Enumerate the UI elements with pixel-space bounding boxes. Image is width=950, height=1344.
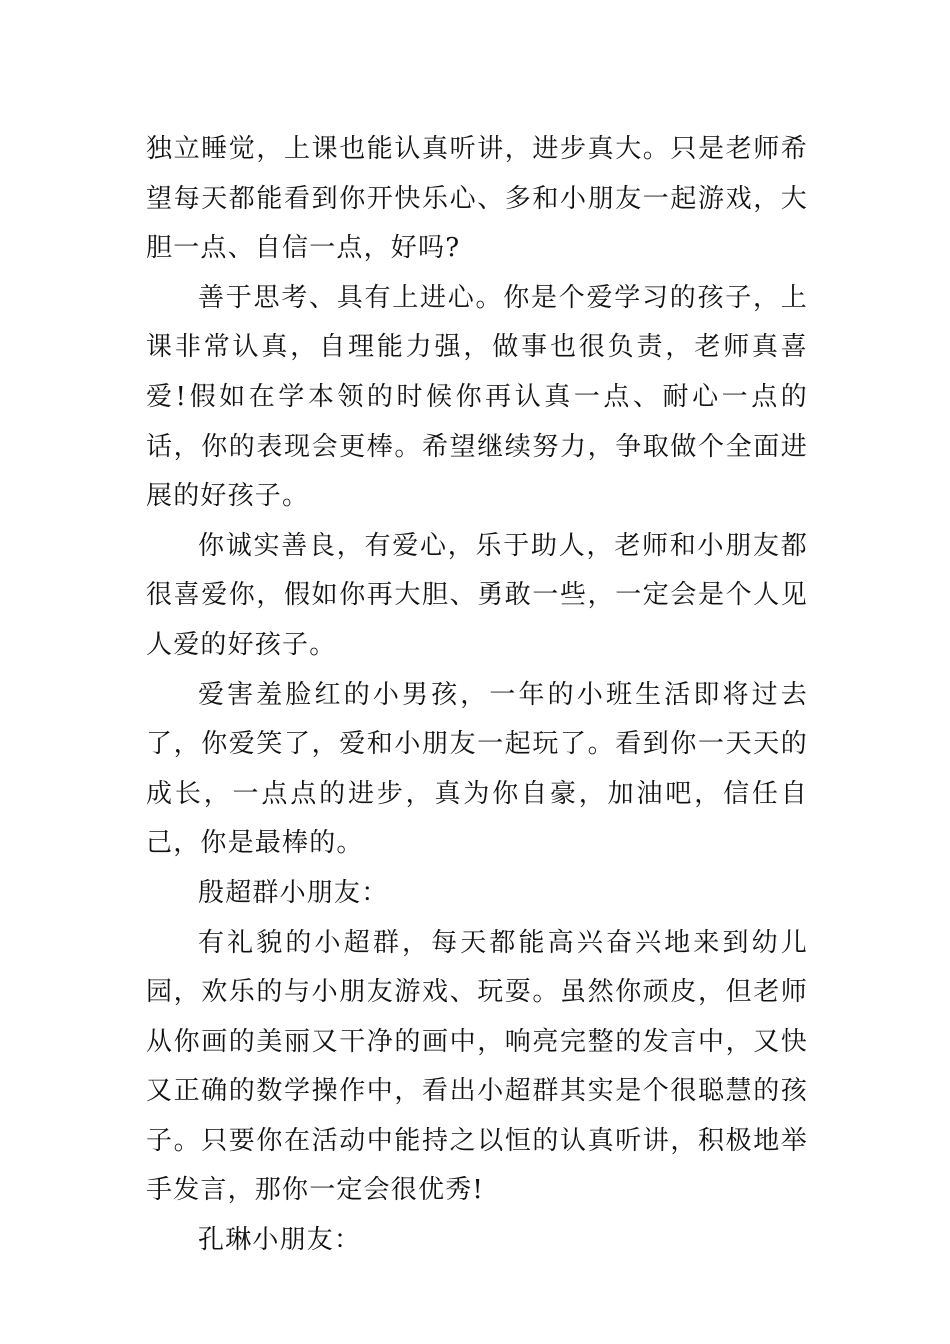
paragraph: 爱害羞脸红的小男孩，一年的小班生活即将过去了，你爱笑了，爱和小朋友一起玩了。看到你一天天的成长，一点点的进步，真为你自豪，加油吧，信任自己，你是最棒的。 [146, 679, 808, 859]
document-body [146, 125, 808, 1266]
paragraph-continued: 独立睡觉，上课也能认真听讲，进步真大。只是老师希望每天都能看到你开快乐心、多和小朋友一起游戏，大胆一点、自信一点，好吗? [146, 134, 808, 264]
paragraph: 善于思考、具有上进心。你是个爱学习的孩子，上课非常认真，自理能力强，做事也很负责，老师真喜爱!假如在学本领的时候你再认真一点、耐心一点的话，你的表现会更棒。希望继续努力，争取做个全面进展的好孩子。 [146, 282, 808, 512]
addressee-heading: 殷超群小朋友： [198, 877, 389, 908]
addressee-heading: 孔琳小朋友： [198, 1225, 362, 1256]
paragraph: 有礼貌的小超群，每天都能高兴奋兴地来到幼儿园，欢乐的与小朋友游戏、玩耍。虽然你顽皮，但老师从你画的美丽又干净的画中，响亮完整的发言中，又快又正确的数学操作中，看出小超群其实是个很聪慧的孩子。只要你在活动中能持之以恒的认真听讲，积极地举手发言，那你一定会很优秀! [146, 927, 808, 1206]
paragraph: 你诚实善良，有爱心，乐于助人，老师和小朋友都很喜爱你，假如你再大胆、勇敢一些，一定会是个人见人爱的好孩子。 [146, 530, 808, 660]
